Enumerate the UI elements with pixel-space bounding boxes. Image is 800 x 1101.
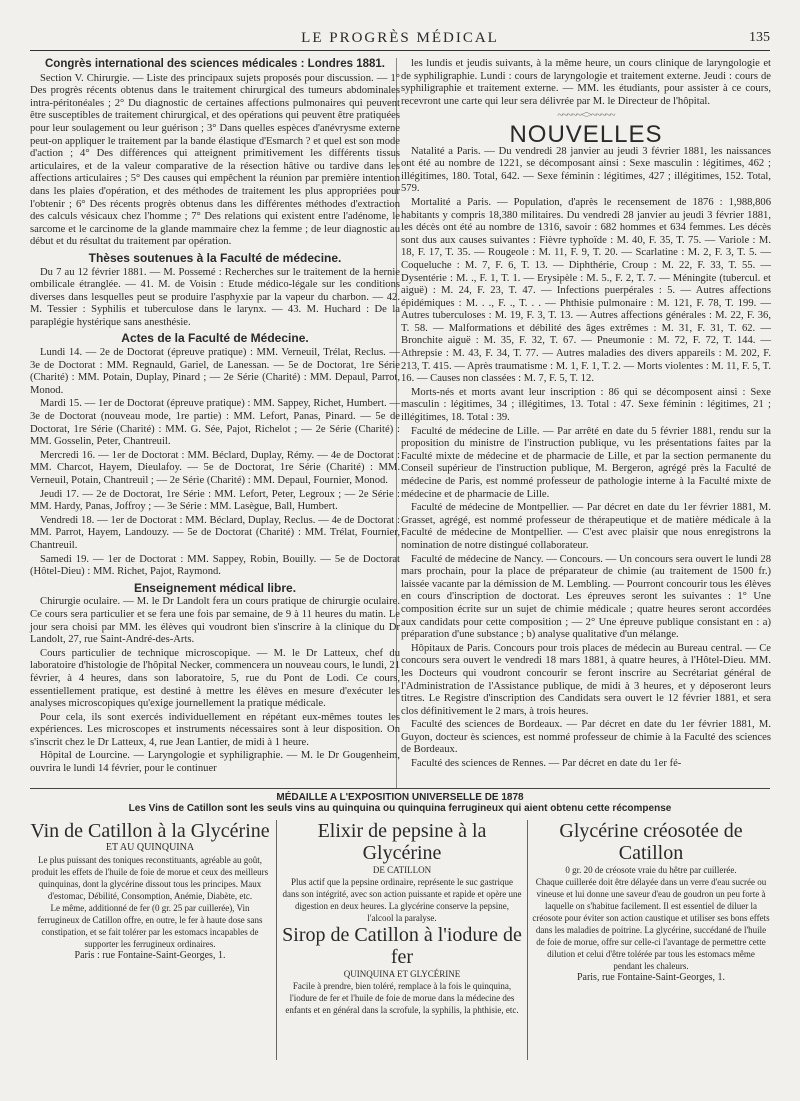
actes-item: Mercredi 16. — 1er de Doctorat : MM. Béclard, Duplay, Rémy. — 4e de Doctorat : MM. Charcot, Hayem, Dieulafoy. — 5e de Doctorat, 1re Série (Charité) : MM. Verneuil, Potain, Chantreuil ; — 2e Série (Charité) : MM. Depaul, Fournier, Monod. [30, 449, 400, 486]
theses-paragraph: Du 7 au 12 février 1881. — M. Possemé : Recherches sur le traitement de la hernie ombilicale étranglée. — 41. M. de Voisin : Etude médico-légale sur les conditions diverses dans lesquelles peut se produire l'asphyxie par la vapeur du charbon. — 42. M. Tessier : Syphilis et tuberculose dans le larynx. — 43. M. Huchard : De la paraplégie hystérique sans anesthésie. [30, 266, 400, 328]
ornament-divider: ~~~~~<>~~~~~ [557, 110, 615, 122]
ad-title: Elixir de pepsine à la Glycérine [317, 820, 487, 864]
actes-item: Lundi 14. — 2e de Doctorat (épreuve pratique) : MM. Verneuil, Trélat, Reclus. — 3e de Doctorat : MM. Regnauld, Gariel, de Lanessan. — 5e de Doctorat, 1re Série (Charité) : MM. Potain, Duplay, Pinard ; — 2e Série (Charité) : MM. Depaul, Parrot, Monod. [30, 347, 400, 396]
nouvelles-heading: NOUVELLES [509, 120, 663, 148]
enseignement-item: Pour cela, ils sont exercés individuellement en répétant eux-mêmes toutes les expériences. Les microscopes et instruments nécessaires sont à leur disposition. On s'inscrit chez le Dr Latteux, 4, rue Jean Lantier, de midi à 1 heure. [30, 711, 400, 748]
ad-subtitle: DE CATILLON [372, 865, 432, 875]
actes-item: Vendredi 18. — 1er de Doctorat : MM. Béclard, Duplay, Reclus. — 4e de Doctorat : MM. Parrot, Hayem, Landouzy. — 5e de Doctorat (Charité) : MM. Trélat, Fournier, Chantreuil. [30, 514, 400, 551]
ad-subtitle: QUINQUINA ET GLYCÉRINE [343, 969, 461, 979]
page-header [30, 30, 770, 50]
header-rule [30, 50, 770, 51]
actes-item: Mardi 15. — 1er de Doctorat (épreuve pratique) : MM. Sappey, Richet, Humbert. — 3e de Doctorat (nouveau mode, 1re partie) : MM. Lefort, Panas, Pinard. — 5e de Doctorat, 1re Série (Charité) : MM. G. Sée, Pajot, Richelot ; — 2e Série (Charité) : MM. Gosselin, Peter, Chantreuil. [30, 398, 400, 448]
ad-title: Vin de Catillon à la Glycérine [30, 820, 270, 842]
ad-address: Paris : rue Fontaine-Saint-Georges, 1. [74, 950, 226, 961]
congress-heading: Congrès international des sciences médicales : Londres 1881. [44, 58, 386, 70]
news-item: Faculté des sciences de Bordeaux. — Par décret en date du 1er février 1881, M. Guyon, docteur ès sciences, est nommé professeur de chimie à la Faculté des sciences de Bordeaux. [401, 719, 771, 756]
ad-body: Le même, additionné de fer (0 gr. 25 par cuillerée), Vin ferrugineux de Catillon offre, en outre, le fer à haute dose sans constipation, et se fait tolérer par les estomacs incapables de supporter les ferrugineux ordinaires. [37, 903, 263, 949]
banner-line-2: Les Vins de Catillon sont les seuls vins au quinquina ou quinquina ferrugineux qui aient obtenu cette récompense [128, 803, 672, 814]
ad-subtitle: 0 gr. 20 de créosote vraie du hêtre par cuillerée. [565, 865, 737, 875]
news-item: Faculté de médecine de Nancy. — Concours. — Un concours sera ouvert le lundi 28 mars prochain, pour la place de préparateur de chimie (au traitement de 1500 fr.) laissée vacante par la démission de M. Lembling. — Pourront concourir tous les élèves en cours d'inscription de doctorat. Les épreuves seront les suivantes : 1° Une composition écrite sur un sujet de chimie médicale ; quatre heures seront accordées aux candidats pour cette composition ; — 2° Une épreuve publique consistant en : a) préparation d'une substance ; b) analyse qualitative d'un mélange. [401, 553, 771, 641]
ad-subtitle: ET AU QUINQUINA [105, 842, 195, 853]
theses-heading: Thèses soutenues à la Faculté de médecine. [88, 250, 342, 265]
news-item: Faculté de médecine de Lille. — Par arrêté en date du 5 février 1881, rendu sur la proposition du ministre de l'instruction publique, vu les présentations faites par la Faculté mixte de médecine et de pharmacie de Lille, et par la section permanente du Conseil supérieur de l'instruction publique, M. Bergeron, agrégé près la Faculté de médecine de Paris, est nommé professeur de pathologie interne à la Faculté mixte de médecine et de pharmacie de Lille. [401, 425, 771, 500]
actes-item: Samedi 19. — 1er de Doctorat : MM. Sappey, Robin, Bouilly. — 5e de Doctorat (Hôtel-Dieu) : MM. Richet, Pajot, Raymond. [30, 553, 400, 578]
advertisement-banner [30, 792, 770, 814]
news-item: Faculté de médecine de Montpellier. — Par décret en date du 1er février 1881, M. Grasset, agrégé, est nommé professeur de thérapeutique et de matière médicale à la Faculté de médecine de Montpellier. — C'est avec plaisir que nous enregistrons la nomination de notre distingué collaborateur. [401, 502, 771, 551]
ad-divider [527, 820, 528, 1060]
banner-line-1: MÉDAILLE A L'EXPOSITION UNIVERSELLE DE 1878 [276, 792, 524, 803]
ad-divider [276, 820, 277, 1060]
continued-paragraph: les lundis et jeudis suivants, à la même heure, un cours clinique de laryngologie et de syphiligraphie. Lundi : cours de laryngologie et traitement externe. Jeudi : cours de syphiligraphie et traitement externe. — MM. les étudiants, pour assister à ce cours, recevront une carte qui leur sera délivrée par M. le Directeur de l'hôpital. [401, 58, 771, 107]
news-item: Hôpitaux de Paris. Concours pour trois places de médecin au Bureau central. — Ce concours sera ouvert le vendredi 18 mars 1881, à quatre heures, à l'Hôtel-Dieu. MM. les Docteurs qui voudront concourir se feront inscrire au Secrétariat général de l'Administration de l'Assistance publique, de midi à 3 heures, et y déposeront leurs titres. Le Registre d'inscription des Candidats sera ouvert le 12 février 1881, et sera clos définitivement le 2 mars, à trois heures. [401, 642, 771, 717]
journal-title: LE PROGRÈS MÉDICAL [301, 30, 499, 46]
news-item: Morts-nés et morts avant leur inscription : 86 qui se décomposent ainsi : Sexe masculin : légitimes, 34 ; illégitimes, 13. Total : 47. Sexe féminin : légitimes, 21 ; illégitimes, 18. Total : 39. [401, 386, 771, 424]
ad-address: Paris, rue Fontaine-Saint-Georges, 1. [576, 972, 726, 983]
advertisement-elixir-pepsine [282, 820, 522, 1016]
congress-paragraph: Section V. Chirurgie. — Liste des principaux sujets proposés pour discussion. — 1° Des progrès récents obtenus dans le traitement chirurgical des tumeurs abdominales intra-péritonéales ; 2° Du diagnostic de certaines affections pulmonaires qui peuvent être susceptibles de traitement chirurgical, et des opérations qui peuvent être pratiquées pour leur soulagement ou leur guérison ; 3° Dans quelles espèces d'anévrysme externe peut-on appliquer le traitement par la bande élastique d'Esmarch ? et quel est son mode d'action ; 4° Des différences qui atteignent primitivement les différents tissus articulaires, et de la valeur comparative de la résection hâtive ou tardive dans les affections articulaires ; 5° Des causes qui empêchent la réunion par première intention dans les plaies d'opération, et des méthodes de traitement les plus appropriées pour l'obtenir ; 6° Des récents progrès obtenus dans les différentes méthodes d'extraction des calculs vésicaux chez l'homme ; 7° Des relations qui existent entre l'adénome, le sarcome et le carcinome de la glande mammaire chez la femme ; de leur diagnostic au début et du résultat du traitement par opération. [30, 72, 400, 248]
ad-body: Plus actif que la pepsine ordinaire, représente le suc gastrique dans son intégrité, avec son action puissante et rapide et opère une digestion en deux heures. La glycérine conserve la pepsine, l'alcool la paralyse. [282, 877, 522, 923]
advertisement-glycerine-creosotee [532, 820, 770, 984]
advertisement-vin-catillon [30, 820, 270, 962]
enseignement-item: Chirurgie oculaire. — M. le Dr Landolt fera un cours pratique de chirurgie oculaire. Ce cours sera particulier et se fera une fois par semaine, de 9 à 11 heures du matin. Le jour sera choisi par MM. les élèves qui voudront bien s'inscrire à la clinique du Dr Landolt, 27, rue Saint-André-des-Arts. [30, 596, 400, 646]
ad-body: Le plus puissant des toniques reconstituants, agréable au goût, produit les effets de l'huile de foie de morue et ceux des meilleurs quinquinas, dont la glycérine dissout tous les principes. Maux d'estomac, Débilité, Consomption, Anémie, Diabète, etc. [31, 855, 269, 901]
news-item: Natalité a Paris. — Du vendredi 28 janvier au jeudi 3 février 1881, les naissances ont été au nombre de 1221, se décomposant ainsi : Sexe masculin : légitimes, 462 ; illégitimes, 180. Total, 642. — Sexe féminin : légitimes, 427 ; illégitimes, 152. Total, 579. [401, 145, 771, 195]
ad-body: Facile à prendre, bien toléré, remplace à la fois le quinquina, l'iodure de fer et l'huile de foie de morue dans la médecine des enfants et en général dans la scrofule, la syphilis, la phthisie, etc. [285, 981, 519, 1015]
actes-item: Jeudi 17. — 2e de Doctorat, 1re Série : MM. Lefort, Peter, Legroux ; — 2e Série : MM. Hardy, Panas, Joffroy ; — 3e Série : MM. Lasègue, Ball, Humbert. [30, 488, 400, 513]
news-item: Mortalité a Paris. — Population, d'après le recensement de 1876 : 1,988,806 habitants y compris 18,380 militaires. Du vendredi 28 janvier au jeudi 3 février 1881, les décès ont été au nombre de 1316, savoir : 682 hommes et 634 femmes. Les décès sont dus aux causes suivantes : Fièvre typhoïde : M. 40, F. 35, T. 75. — Variole : M. 18, F. 17, T. 35. — Rougeole : M. 11, F. 9, T. 20. — Scarlatine : M. 2, F. 3, T. 5. — Coqueluche : M. 7, F. 6, T. 13. — Diphthérie, Croup : M. 22, F. 33, T. 55. — Dysentérie : M. ., F. 1, T. 1. — Erysipèle : M. 5., F. 2, T. 7. — Méningite (tubercul. et aiguë) : M. 24, F. 23, T. 47. — Infections puerpérales : 5. — Autres affections épidémiques : M. . ., F. ., T. . . — Phthisie pulmonaire : M. 121, F. 78, T. 199. — Autres tuberculoses : M. 19, F. 3, T. 13. — Autres affections générales : M. 22, F. 36, T. 58. — Malformations et débilité des âges extrêmes : M. 31, F. 31, T. 62. — Bronchite aiguë : M. 35, F. 32, T. 67. — Pneumonie : M. 72, F. 72, T. 144. — Athrepsie : M. 43, F. 34, T. 77. — Autres maladies des divers appareils : M. 202, F. 213, T. 415. — Après traumatisme : M. 1, F. 1, T. 2. — Morts violentes : M. 11, F. 5, T. 16. — Causes non classées : M. 7, F. 5, T. 12. [401, 196, 771, 385]
right-column [401, 58, 771, 772]
enseignement-heading: Enseignement médical libre. [133, 580, 297, 595]
news-item: Faculté des sciences de Rennes. — Par décret en date du 1er fé- [411, 758, 682, 770]
advertisement-rule [30, 788, 770, 789]
enseignement-item: Cours particulier de technique microscopique. — M. le Dr Latteux, chef du laboratoire d'histologie de l'hôpital Necker, commencera un nouveau cours, le lundi, 21 février, à 4 heures, dans son laboratoire, 5, rue du Pont de Lodi. Ce cours, essentiellement pratique, est destiné à mettre les élèves en mesure d'exécuter les analyses microscopiques qu'exige journellement la pratique médicale. [30, 647, 400, 710]
page-number: 135 [749, 30, 770, 45]
ad-title: Sirop de Catillon à l'iodure de fer [282, 924, 522, 968]
actes-heading: Actes de la Faculté de Médecine. [121, 331, 309, 346]
ad-body: Chaque cuillerée doit être délayée dans un verre d'eau sucrée ou vineuse et lui donne une saveur d'eau de goudron un peu forte à laquelle on s'habitue facilement. Il est essentiel de diluer la créosote pour éviter son action caustique et utiliser ses bons effets dans les maladies de poitrine. La glycérine, succédané de l'huile de foie de morue, offre sur celle-ci l'avantage de permettre cette dilution et celui d'être tolérée par tous les estomacs même pendant les chaleurs. [532, 877, 770, 971]
enseignement-item: Hôpital de Lourcine. — Laryngologie et syphiligraphie. — M. le Dr Gougenheim, ouvrira le lundi 14 février, pour le continuer [30, 750, 400, 775]
ad-title: Glycérine créosotée de Catillon [559, 820, 743, 864]
left-column [30, 58, 400, 777]
